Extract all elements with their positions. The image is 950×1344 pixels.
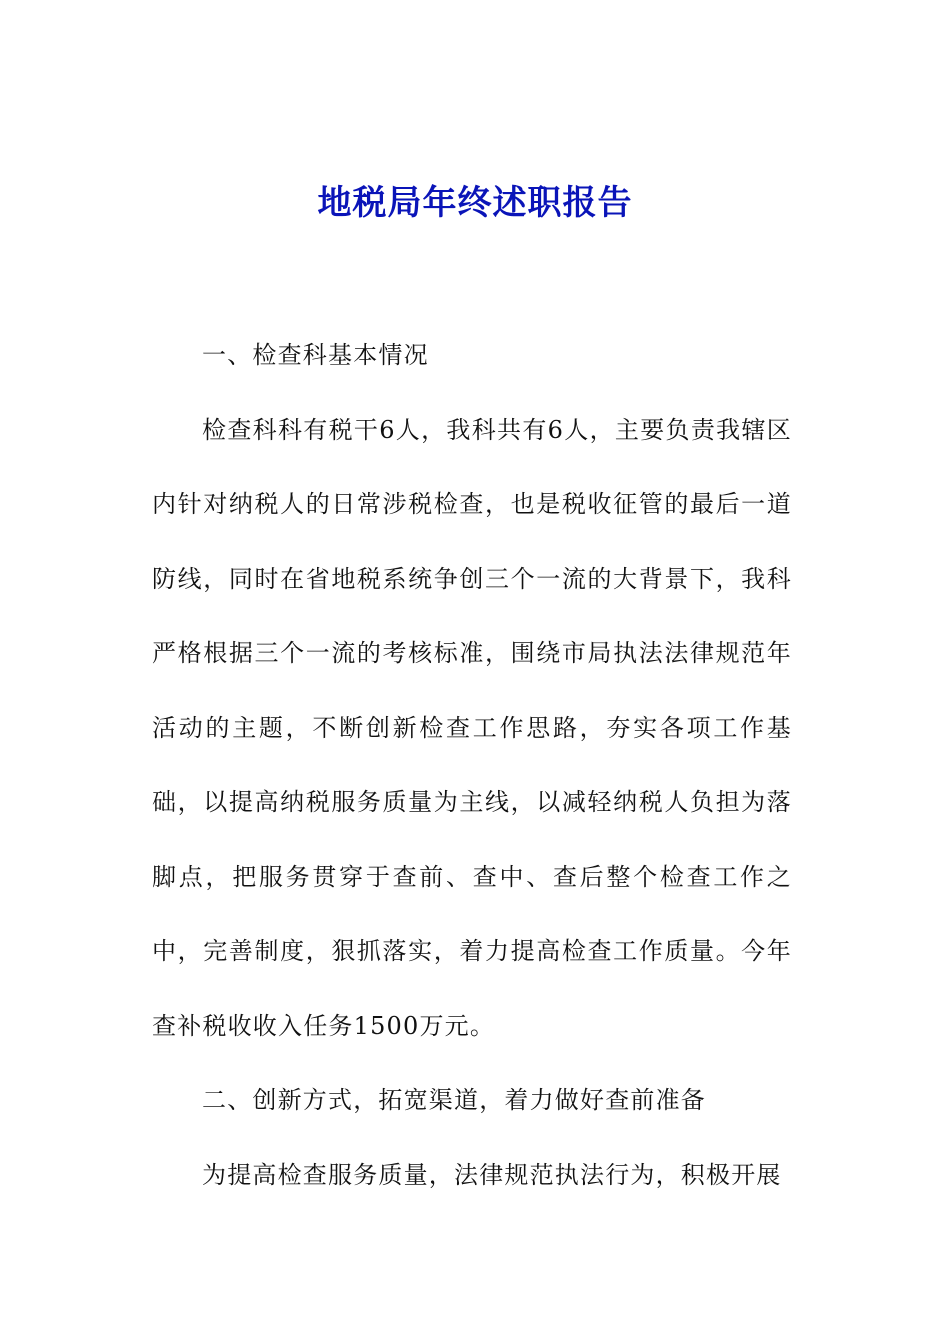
section-heading-2: 二、创新方式，拓宽渠道，着力做好查前准备 (202, 1086, 706, 1114)
paragraph-basic-info: 检查科科有税干6人，我科共有6人，主要负责我辖区内针对纳税人的日常涉税检查，也是税收征管的最后一道防线，同时在省地税系统争创三个一流的大背景下，我科严格根据三个一流的考核标准，围绕市局执法法律规范年活动的主题，不断创新检查工作思路，夯实各项工作基础，以提高纳税服务质量为主线，以减轻纳税人负担为落脚点，把服务贯穿于查前、查中、查后整个检查工作之中，完善制度，狠抓落实，着力提高检查工作质量。今年查补税收收入任务1500万元。 (152, 415, 792, 1040)
paragraph-preparation: 为提高检查服务质量，法律规范执法行为，积极开展 (202, 1160, 782, 1189)
section-heading-1: 一、检查科基本情况 (202, 341, 429, 369)
document-title: 地税局年终述职报告 (317, 183, 633, 223)
document-body (152, 318, 792, 1212)
